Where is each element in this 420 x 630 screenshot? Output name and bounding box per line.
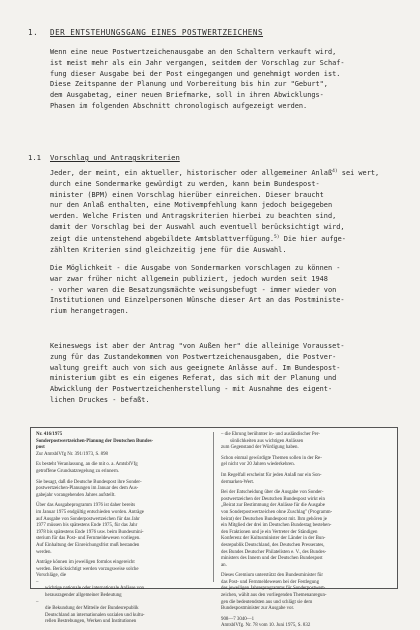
clipping-line: 1977 müssen bis spätestens Ende 1975, für das Jahr (36, 523, 138, 529)
clipping-line: des jeweiligen Jahresprogramms für Sonderpostwert- (221, 586, 326, 592)
text-line: waltung greift auch von sich aus geeignete Anlässe auf. Im Bundespost- (50, 363, 341, 372)
clipping-line: zeichen, wählt aus den vorliegenden Themenanregun- (221, 593, 327, 599)
clipping-line: beirat) der Deutschen Bundespost mit. Ihm gehören je (221, 516, 327, 522)
text-line: zung für das Zustandekommen von Postwertzeichenausgaben, die Postver- (50, 352, 337, 361)
clipping-line: gel nicht vor 20 Jahren wiederkehren. (221, 462, 295, 468)
clipping-left-column (36, 432, 206, 626)
text-line (50, 233, 390, 245)
text-line: - vorher waren die Besatzungsmächte weisungsbefugt - immer wieder von (50, 285, 337, 294)
text-line: war zwar früher nicht allgemein publiziert, jedoch wurden seit 1948 (50, 274, 328, 283)
text-line: lichen Druckes - befaßt. (50, 395, 150, 404)
administration-paragraph (50, 341, 390, 406)
history-paragraph (50, 263, 390, 317)
text-line: Institutionen und Einzelpersonen Wünsche dieser Art an das Postministe- (50, 296, 345, 305)
clipping-line: „Beirat zur Bestimmung der Anlässe für die Ausgabe (221, 503, 325, 509)
section-heading (28, 28, 263, 37)
clipping-line: – (36, 579, 39, 585)
text-line: Wenn eine neue Postwertzeichenausgabe an den Schaltern verkauft wird, (50, 48, 337, 56)
clipping-line: dermarken-Wert. (221, 479, 255, 485)
text-fragment: sei wert, (337, 169, 380, 177)
subsection-title: Vorschlag und Antragskriterien (50, 153, 180, 162)
clipping-line: Sonderpostwertzeichen-Planung der Deutschen Bundes- (36, 438, 154, 444)
clipping-line: von Sonderpostwertzeichen ohne Zuschlag" (Programm- (221, 509, 333, 515)
text-line: dem Ausgabetag, einer neuen Briefmarke, soll in ihren Abwicklungs- (50, 91, 324, 100)
clipping-line: desrepublik Deutschland, des Deutschen Presserates, (221, 542, 325, 548)
clipping-line: ministers des Innern und der Deutschen Bundespost (221, 556, 323, 562)
clipping-line: werden. (36, 549, 52, 555)
clipping-line: Auf Einhaltung der Einreichungsfrist muß bestanden (36, 542, 140, 548)
intro-paragraph (50, 47, 390, 112)
subsection-heading (28, 153, 180, 162)
clipping-line: Konferenz der Kultusminister der Länder in der Bun- (221, 536, 326, 542)
clipping-line: ein Mitglied der drei im Deutschen Bundestag bestehen- (221, 523, 332, 529)
clipping-line: Bundespostminister zur Ausgabe vor. (221, 606, 295, 612)
clipping-line: sönlichkeiten aus wichtigen Anlässen (230, 438, 304, 444)
proposal-paragraph (50, 167, 390, 255)
text-fragment: Die hier aufge- (279, 234, 346, 243)
clipping-line: herausragender allgemeiner Bedeutung (45, 593, 122, 599)
clipping-line: Dieses Gremium unterstützt den Bundesminister für (221, 573, 324, 579)
clipping-line: werden. Berücksichtigt werden vorzugsweise solche (36, 566, 139, 572)
clipping-line: 1978 bis spätestens Ende 1976 usw. beim Bundesmini- (36, 529, 144, 535)
footnote-marker: 4) (332, 169, 338, 174)
clipping-line: Anträge können im jeweiligen formlos eingereicht (36, 560, 135, 566)
clipping-line: AmtsblVfg. Nr. 78 vom 10. Juni 1975, S. 832 (221, 623, 311, 629)
clipping-line: Vorschläge, die (36, 573, 67, 579)
clipping-line: gen die bedeutendsten aus und schlägt sie dem (221, 599, 313, 605)
text-line: Die Möglichkeit - die Ausgabe von Sondermarken vorschlagen zu können - (50, 264, 341, 272)
text-line: rium herangetragen. (50, 307, 129, 316)
clipping-line: – (36, 599, 39, 605)
section-number: 1. (28, 28, 39, 37)
clipping-line: im Januar 1975 endgültig entschieden worden. Anträge (36, 509, 144, 515)
section-title: DER ENTSTEHUNGSGANG EINES POSTWERTZEICHENS (50, 28, 264, 37)
clipping-line: Bei der Entscheidung über die Ausgabe von Sonder- (221, 490, 324, 496)
clipping-right-column (221, 432, 391, 630)
text-line: minister (BPM) einen Vorschlag hierüber einreichen. Dieser braucht (50, 190, 324, 199)
clipping-line: sterium für das Post- und Fernmeldewesen vorliegen. (36, 536, 141, 542)
clipping-line: postwertzeichen der Deutschen Bundespost wirkt ein (221, 496, 325, 502)
text-fragment: Jeder, der meint, ein aktueller, historischer oder allgemeiner Anlaß (50, 169, 333, 177)
clipping-line: des Bundes Deutscher Philatelisten e. V., des Bundes- (221, 549, 327, 555)
clipping-line: Im Regelfall erscheint für jeden Anlaß nur ein Son- (221, 472, 322, 478)
text-line: Diese Zeitspanne der Planung und Vorbereitung bis hin zur "Geburt", (50, 80, 328, 89)
text-line: nur den Anlaß enthalten, eine Motivempfehlung kann jedoch beigegeben (50, 201, 333, 210)
text-line: Phasen im folgenden Abschnitt chronologisch aufgezeigt werden. (50, 101, 308, 110)
text-line: ministerium gibt es ein eigenes Referat, das sich mit der Planung und (50, 374, 337, 383)
clipping-line: die Bekundung der Mitteile der Bundesrepublik (45, 606, 139, 612)
text-line: durch eine Sondermarke gewürdigt zu werden, kann beim Bundespost- (50, 179, 320, 188)
clipping-line: getroffene Grundsatzregelung zu erinnern. (36, 468, 120, 474)
clipping-line: zum Gegenstand der Würdigung haben. (221, 445, 299, 451)
text-line (50, 167, 390, 179)
clipping-line: Über das Ausgabeprogramm 1976 ist daher bereits (36, 503, 136, 509)
clipping-line: 908—7 3040—1 (221, 616, 255, 622)
text-line: Keineswegs ist aber der Antrag "von Außen her" die alleinige Vorausset- (50, 342, 345, 350)
gazette-clipping (30, 427, 398, 629)
clipping-line: Es besteht Veranlassung, an die mit o. a. AmtsblVfg (36, 462, 138, 468)
clipping-line: den Fraktionen und je ein Vertreter der Ständigen (221, 529, 318, 535)
column-divider (213, 432, 214, 582)
text-line: zählten Kriterien sind gleichzeitig jene für die Auswahl. (50, 245, 287, 254)
text-line: ist meist mehr als ein Jahr vergangen, seitdem der Vorschlag zur Schaf- (50, 58, 345, 67)
clipping-line: post (36, 445, 45, 451)
clipping-line: auf Ausgabe von Sonderpostwertzeichen für das Jahr (36, 516, 140, 522)
clipping-line: – die Ehrung berühmter in- und ausländischer Per- (221, 432, 320, 437)
clipping-line: Deutschland an internationalen sozialen und kultu- (45, 612, 145, 618)
clipping-line: das Post- und Fernmeldewesen bei der Festlegung (221, 579, 320, 585)
clipping-line: Sie besagt, daß die Deutsche Bundespost ihre Sonder- (36, 479, 142, 485)
clipping-line: postwertzeichen-Planungen im Januar des dem Aus- (36, 486, 139, 492)
clipping-line: Nr. 416/1975 (36, 432, 63, 437)
clipping-line: Zur AmtsblVfg Nr. 391/1973, S. 898 (36, 451, 109, 457)
clipping-line: an. (221, 562, 227, 568)
clipping-line: rellen Bestrebungen, Werken und Institutionen (45, 619, 137, 625)
footnote-marker: 5) (274, 234, 280, 240)
text-fragment: zeigt die untenstehend abgebildete Amtsblattverfügung. (50, 234, 275, 243)
text-line: Abwicklung der Postwertzeichenherstellung - mit Ausnahme des eigent- (50, 385, 333, 394)
clipping-line: Schon einmal gewürdigte Themen sollen in der Re- (221, 455, 322, 461)
clipping-line: wichtige nationale oder internationale Anlässe von (45, 586, 145, 592)
text-line: werden. Welche Fristen und Antragskriterien hierbei zu beachten sind, (50, 212, 337, 221)
subsection-number: 1.1 (28, 153, 41, 162)
clipping-line: gabejahr vorangehenden Jahres aufstellt. (36, 492, 116, 498)
text-line: damit der Vorschlag bei der Auswahl auch eventuell berücksichtigt wird, (50, 222, 345, 231)
text-line: fung dieser Ausgabe bei der Post eingegangen und genehmigt worden ist. (50, 69, 341, 78)
